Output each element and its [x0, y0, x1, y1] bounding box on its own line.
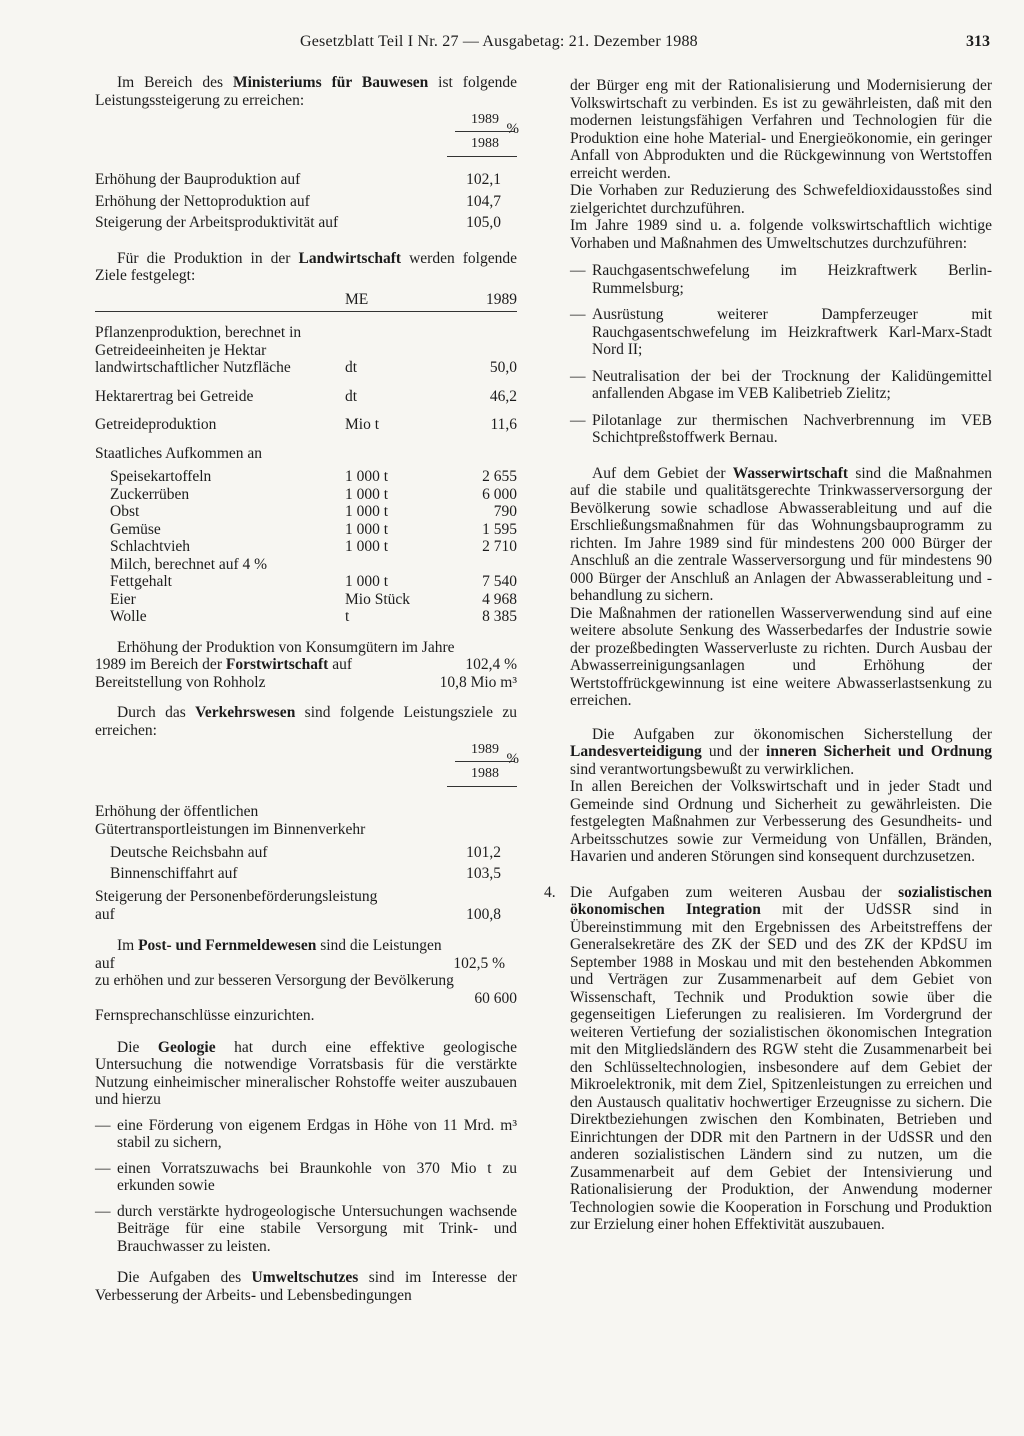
col-header-me: ME — [345, 291, 457, 312]
post-block: Im Post- und Fernmeldewesen sind die Leistungen auf 102,5 % zu erhöhen und zur besseren Versorgung der Bevölkerung 60 600 Fernsprechanschlüsse einzurichten. — [95, 937, 517, 1024]
right-column — [544, 77, 992, 1234]
table-row: Steigerung der Arbeitsproduktivität auf 105,0 — [95, 214, 501, 231]
table-row: Gemüse 1 000 t 1 595 — [110, 520, 517, 538]
geologie-intro: Die Geologie hat durch eine effektive geologische Untersuchung die notwendige Vorratsbasis für die verstärkte Nutzung einheimischer mineralischer Rohstoffe weiter auszubauen und hierzu — [95, 1038, 517, 1108]
umweltschutz-intro: Die Aufgaben des Umweltschutzes sind im Interesse der Verbesserung der Arbeits- und Lebensbedingungen — [95, 1269, 517, 1304]
list-item: — Ausrüstung weiterer Dampferzeuger mit Rauchgasentschwefelung im Heizkraftwerk Karl-Marx-Stadt Nord II; — [570, 306, 992, 358]
list-item: — Rauchgasentschwefelung im Heizkraftwerk Berlin-Rummelsburg; — [570, 262, 992, 297]
forstwirtschaft-block: Erhöhung der Produktion von Konsumgütern im Jahre 1989 im Bereich der Forstwirtschaft auf 102,4 % Bereitstellung von Rohholz 10,8 Mio m³ — [95, 638, 517, 691]
table-row: Zuckerrüben 1 000 t 6 000 — [110, 485, 517, 503]
table-row: Pflanzenproduktion, berechnet in Getreideeinheiten je Hektar landwirtschaftlicher Nutzfläche dt 50,0 — [95, 324, 517, 376]
table-row: Deutsche Reichsbahn auf 101,2 — [110, 844, 501, 861]
section-number: 4. — [544, 883, 556, 901]
sicherstellung-paragraph: Die Aufgaben zur ökonomischen Sicherstellung der Landesverteidigung und der inneren Sicherheit und Ordnung sind verantwortungsbewußt zu verwirklichen. — [570, 725, 992, 778]
verkehr-fraction-header: 1989 1988 % — [455, 739, 515, 782]
table-row: Eier Mio Stück 4 968 — [110, 590, 517, 608]
page-number: 313 — [966, 33, 990, 50]
list-item: — durch verstärkte hydrogeologische Untersuchungen wachsende Beiträge für eine stabile Versorgung mit Trink- und Brauchwasser zu leisten. — [95, 1202, 517, 1255]
table-row: Binnenschiffahrt auf 103,5 — [110, 864, 501, 882]
col-header-year: 1989 — [457, 291, 517, 312]
umwelt-continued: der Bürger eng mit der Rationalisierung und Modernisierung der Volkswirtschaft zu verbinden. Es ist zu gewährleisten, daß mit den modernen leistungsfähigen Verfahren und Technologien für die Produktion eine hohe Material- und Energieökonomie, ein geringer Anfall von Abprodukten und die Rückgewinnung von Wertstoffen erreicht werden. — [570, 77, 992, 182]
list-item: — einen Vorratszuwachs bei Braunkohle von 370 Mio t zu erkunden sowie — [95, 1159, 517, 1194]
verkehr-personen: Steigerung der Personenbeförderungsleistung — [95, 888, 378, 905]
table-row: auf 100,8 — [95, 905, 501, 923]
table-row: Erhöhung der Nettoproduktion auf 104,7 — [95, 192, 501, 210]
ordnung-sicherheit-paragraph: In allen Bereichen der Volkswirtschaft und in jeder Stadt und Gemeinde sind Ordnung und Sicherheit zu gewährleisten. Die festgelegten Maßnahmen zur Verbesserung des Gesundheits- und Arbeitsschutzes sowie zur Vermeidung von Unfällen, Bränden, Havarien und anderen Störungen sind konsequent durchzusetzen. — [570, 778, 992, 865]
section-4: 4. Die Aufgaben zum weiteren Ausbau der sozialistischen ökonomischen Integration mit der UdSSR sind in Übereinstimmung mit den Ergebnissen des Arbeitstreffens der Generalsekretäre des ZK der SED und des ZK der KPdSU im September 1988 in Moskau und mit den bestehenden Abkommen und Verträgen zur Zusammenarbeit auf dem Gebiet von Wissenschaft, Technik und Produktion sowie über die gegenseitigen Lieferungen zu realisieren. Im Vordergrund der weiteren Vertiefung der sozialistischen ökonomischen Integration mit den Mitgliedsländern des RGW steht die Zusammenarbeit bei den Schlüsseltechnologien, insbesondere auf dem Gebiet der Mikroelektronik, mit dem Ziel, Spitzenleistungen zu erreichen und den Austausch qualitativ hochwertiger Erzeugnisse zu sichern. Die Direktbeziehungen zwischen den Kombinaten, Betrieben und Einrichtungen der DDR mit den Partnern in der UdSSR und den anderen sozialistischen Ländern sind zu nutzen, um die Zusammenarbeit auf dem Gebiet der Intensivierung und Rationalisierung der Produktion, der Anwendung moderner Technologien sowie die Kooperation in Forschung und Produktion zur Erzielung einer hohen Effektivität auszubauen. — [544, 883, 992, 1233]
table-row: Getreideproduktion Mio t 11,6 — [95, 416, 517, 433]
table-row: Staatliches Aufkommen an — [95, 444, 263, 462]
table-row: Speisekartoffeln 1 000 t 2 655 — [110, 468, 517, 485]
schwefeldioxid-paragraph: Die Vorhaben zur Reduzierung des Schwefeldioxidausstoßes sind zielgerichtet durchzuführen. — [570, 182, 992, 217]
vorhaben-paragraph: Im Jahre 1989 sind u. a. folgende volkswirtschaftlich wichtige Vorhaben und Maßnahmen des Umweltschutzes durchzuführen: — [570, 217, 992, 252]
left-column — [95, 74, 517, 1304]
wasserwirtschaft-paragraph: Auf dem Gebiet der Wasserwirtschaft sind die Maßnahmen auf die stabile und qualitätsgerechte Trinkwasserversorgung der Bevölkerung sowie schadlose Abwasserableitung und auf die Erschließungsmaßnahmen für das Wohnungsbauprogramm zu richten. Im Jahre 1989 sind für mindestens 200 000 Bürger der Anschluß an die zentrale Wasserversorgung und für mindestens 90 000 Bürger der Anschluß an Anlagen der Abwasserableitung und -behandlung zu sichern. — [570, 464, 992, 604]
verkehr-gueter: Erhöhung der öffentlichen Gütertransportleistungen im Binnenverkehr — [95, 803, 366, 838]
table-row: Milch, berechnet auf 4 % Fettgehalt 1 000 t 7 540 — [110, 555, 517, 590]
list-item: — Pilotanlage zur thermischen Nachverbrennung im VEB Schichtpreßstoffwerk Bernau. — [570, 411, 992, 446]
bauwesen-intro: Im Bereich des Ministeriums für Bauwesen ist folgende Leistungssteigerung zu erreichen: — [95, 74, 518, 109]
bau-fraction-header: 1989 1988 % — [455, 109, 515, 152]
table-row: Schlachtvieh 1 000 t 2 710 — [110, 538, 517, 555]
wasserverwendung-paragraph: Die Maßnahmen der rationellen Wasserverwendung sind auf eine weitere absolute Senkung des Wasserbedarfes der Industrie sowie der prozeßbedingten Wasserverluste zu richten. Durch Ausbau der Abwasserreinigungsanlagen und Erhöhung der Wertstoffrückgewinnung ist eine weitere Abwasserlastsenkung zu erreichen. — [570, 604, 992, 709]
bau-rows — [95, 171, 517, 232]
landwirtschaft-table — [95, 291, 517, 626]
list-item: — eine Förderung von eigenem Erdgas in Höhe von 11 Mrd. m³ stabil zu sichern, — [95, 1116, 517, 1151]
table-row: Hektarertrag bei Getreide dt 46,2 — [95, 387, 517, 405]
landwirtschaft-intro: Für die Produktion in der Landwirtschaft werden folgende Ziele festgelegt: — [95, 249, 518, 284]
table-row: Wolle t 8 385 — [110, 608, 517, 625]
table-row: Obst 1 000 t 790 — [110, 503, 517, 520]
table-row: Erhöhung der Bauproduktion auf 102,1 — [95, 171, 501, 188]
running-header: Gesetzblatt Teil I Nr. 27 — Ausgabetag: 21. Dezember 1988 — [300, 33, 698, 50]
list-item: — Neutralisation der bei der Trocknung der Kalidüngemittel anfallenden Abgase im VEB Kalibetrieb Zielitz; — [570, 367, 992, 402]
verkehrswesen-intro: Durch das Verkehrswesen sind folgende Leistungsziele zu erreichen: — [95, 704, 517, 739]
